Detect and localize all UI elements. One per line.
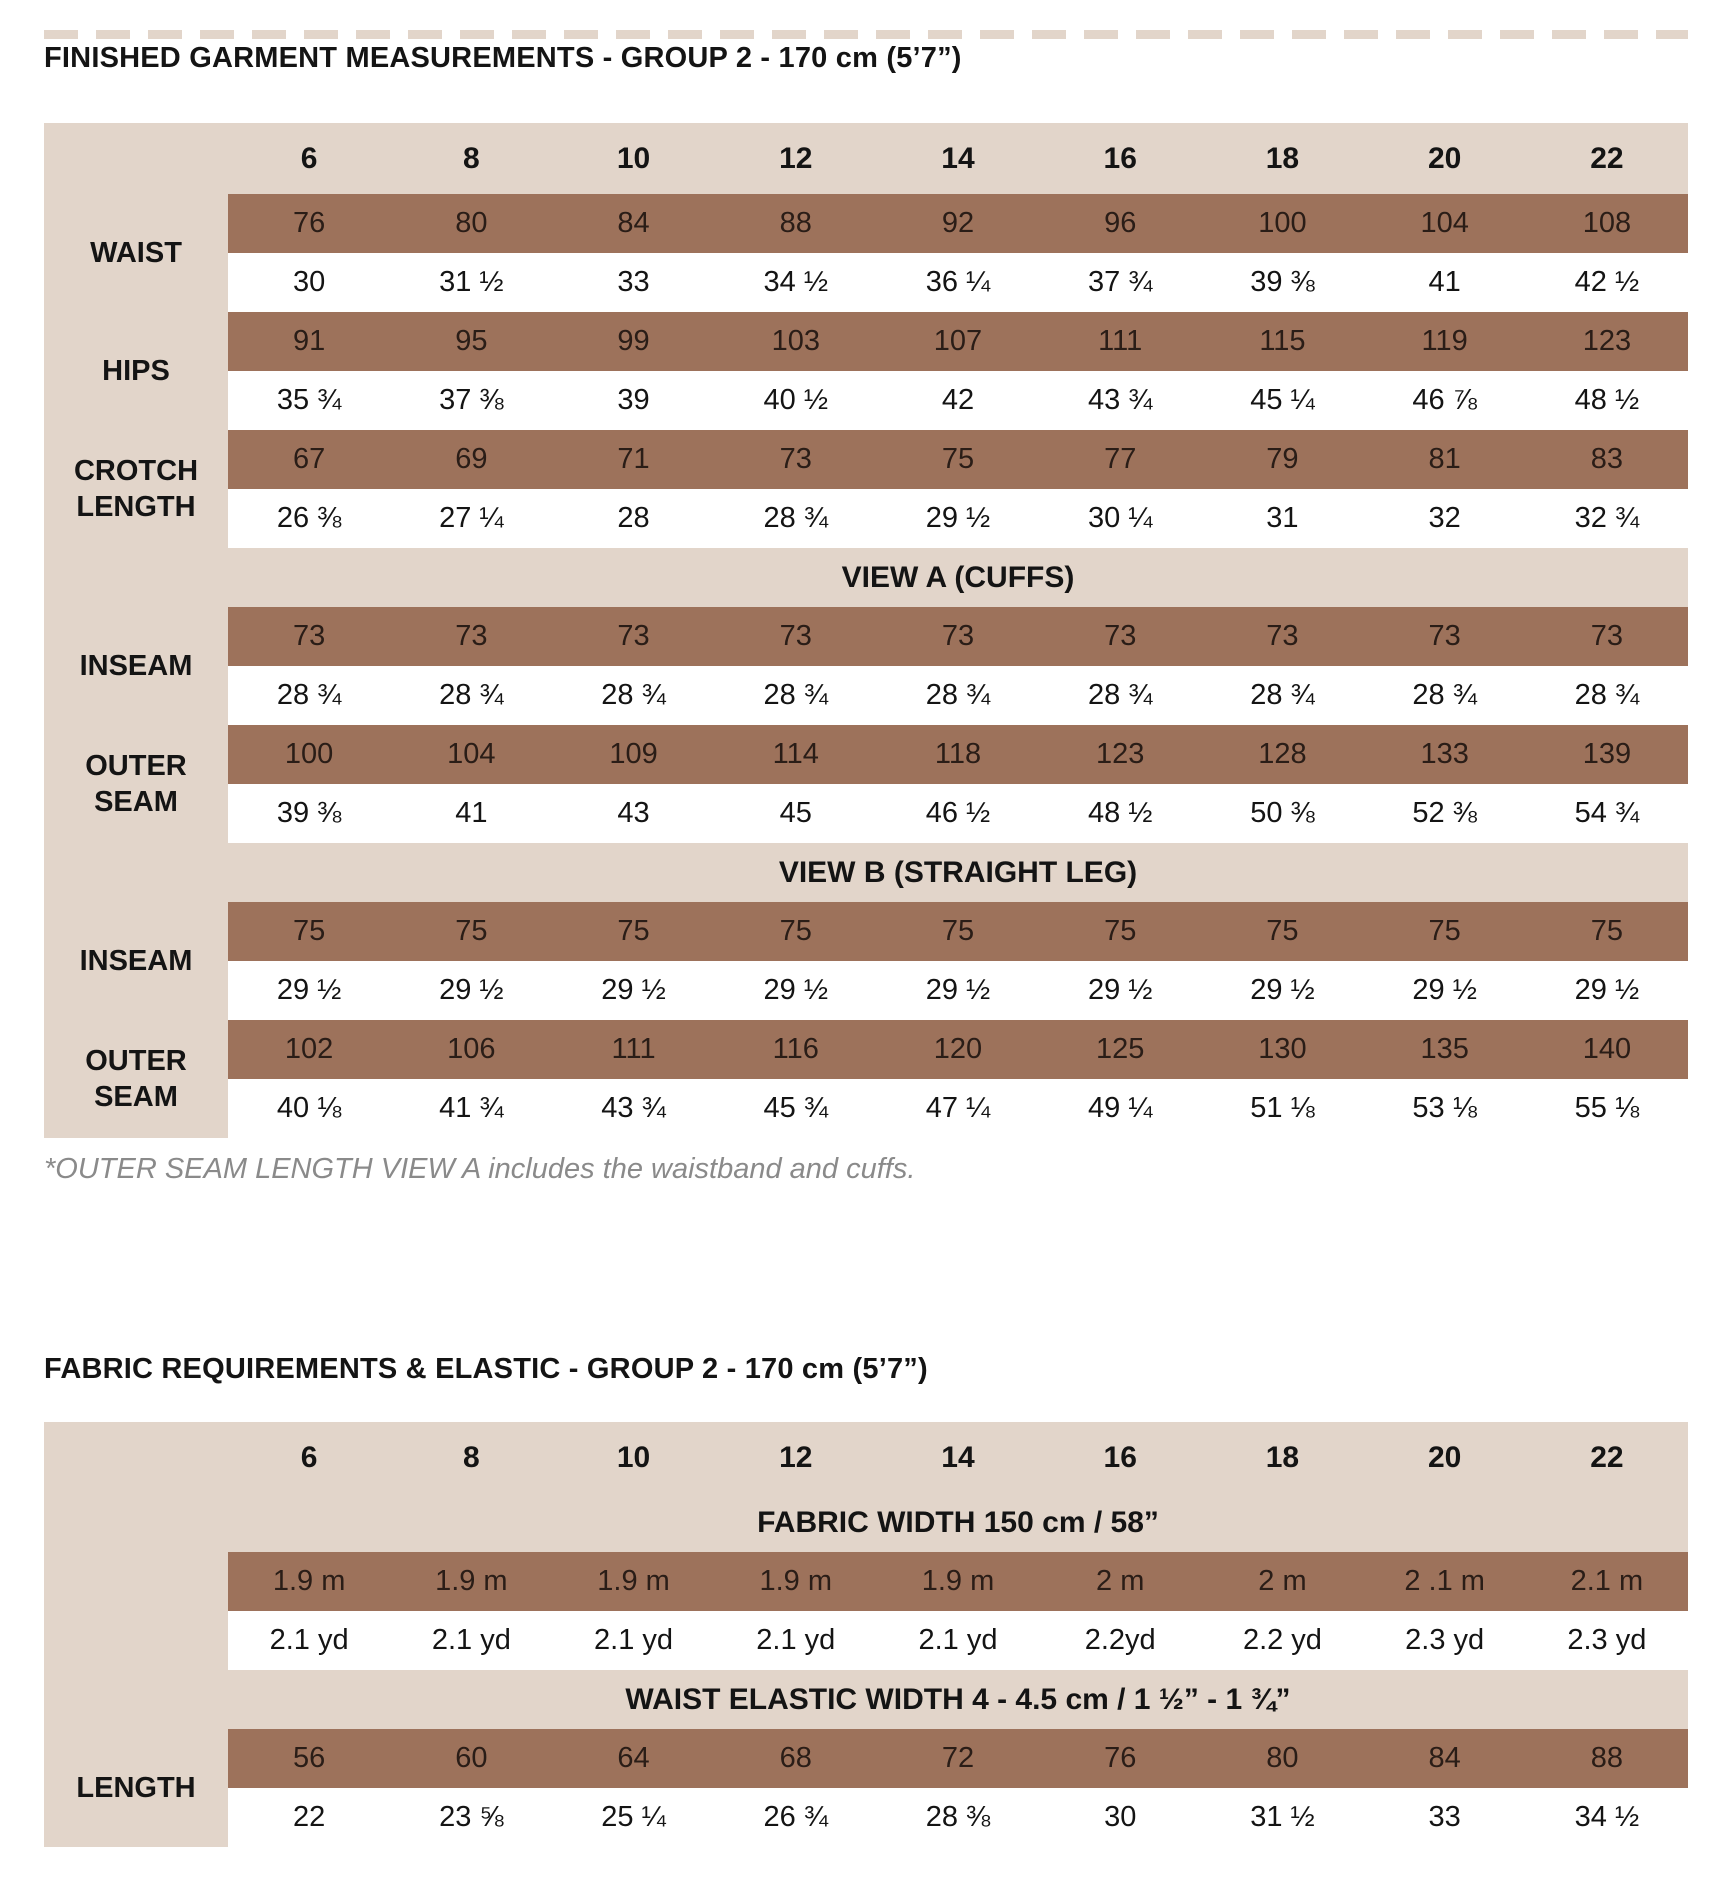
inch-value: 40 ½ [715, 371, 877, 430]
fabric-title: FABRIC REQUIREMENTS & ELASTIC - GROUP 2 - 170 cm (5’7”) [44, 1353, 928, 1385]
cm-value: 125 [1039, 1020, 1201, 1079]
row-label: CROTCH LENGTH [44, 430, 228, 548]
cm-value: 119 [1364, 312, 1526, 371]
cm-value: 84 [552, 194, 714, 253]
elastic-inches: 25 ¼ [552, 1788, 714, 1847]
cm-value: 116 [715, 1020, 877, 1079]
inch-value: 32 ¾ [1526, 489, 1688, 548]
fabric-width-heading: FABRIC WIDTH 150 cm / 58” [228, 1493, 1688, 1552]
elastic-inches: 26 ¾ [715, 1788, 877, 1847]
dashed-divider [44, 30, 1688, 39]
cm-value: 111 [1039, 312, 1201, 371]
inch-value: 50 ⅜ [1201, 784, 1363, 843]
view-b-heading: VIEW B (STRAIGHT LEG) [228, 843, 1688, 902]
elastic-inches: 23 ⅝ [390, 1788, 552, 1847]
header-corner [44, 123, 228, 194]
inch-value: 39 ⅜ [228, 784, 390, 843]
cm-value: 81 [1364, 430, 1526, 489]
cm-value: 100 [228, 725, 390, 784]
elastic-cm: 56 [228, 1729, 390, 1788]
row-label: INSEAM [44, 607, 228, 725]
fabric-yards: 2.1 yd [228, 1611, 390, 1670]
inch-value: 35 ¾ [228, 371, 390, 430]
inch-value: 41 [1364, 253, 1526, 312]
cm-value: 73 [715, 430, 877, 489]
elastic-inches: 34 ½ [1526, 1788, 1688, 1847]
fabric-yards: 2.2 yd [1201, 1611, 1363, 1670]
inch-value: 37 ⅜ [390, 371, 552, 430]
inch-value: 43 [552, 784, 714, 843]
label-column-spacer [44, 843, 228, 902]
size-header: 10 [552, 1422, 714, 1493]
inch-value: 54 ¾ [1526, 784, 1688, 843]
cm-value: 109 [552, 725, 714, 784]
inch-value: 53 ⅛ [1364, 1079, 1526, 1138]
cm-value: 75 [552, 902, 714, 961]
inch-value: 28 ¾ [1364, 666, 1526, 725]
inch-value: 28 [552, 489, 714, 548]
elastic-inches: 33 [1364, 1788, 1526, 1847]
cm-value: 75 [390, 902, 552, 961]
inch-value: 28 ¾ [1201, 666, 1363, 725]
cm-value: 114 [715, 725, 877, 784]
inch-value: 45 [715, 784, 877, 843]
row-label: HIPS [44, 312, 228, 430]
fabric-meters: 2 m [1039, 1552, 1201, 1611]
cm-value: 75 [1364, 902, 1526, 961]
row-label: LENGTH [44, 1729, 228, 1847]
size-header: 6 [228, 1422, 390, 1493]
inch-value: 39 ⅜ [1201, 253, 1363, 312]
inch-value: 47 ¼ [877, 1079, 1039, 1138]
inch-value: 43 ¾ [1039, 371, 1201, 430]
size-header: 16 [1039, 1422, 1201, 1493]
cm-value: 73 [1201, 607, 1363, 666]
elastic-cm: 68 [715, 1729, 877, 1788]
cm-value: 102 [228, 1020, 390, 1079]
cm-value: 73 [715, 607, 877, 666]
fabric-meters: 2.1 m [1526, 1552, 1688, 1611]
fabric-table [44, 1422, 1688, 1847]
cm-value: 83 [1526, 430, 1688, 489]
inch-value: 29 ½ [1039, 961, 1201, 1020]
inch-value: 29 ½ [390, 961, 552, 1020]
inch-value: 28 ¾ [390, 666, 552, 725]
cm-value: 88 [715, 194, 877, 253]
cm-value: 75 [228, 902, 390, 961]
cm-value: 73 [228, 607, 390, 666]
size-header: 18 [1201, 123, 1363, 194]
cm-value: 104 [1364, 194, 1526, 253]
size-header: 22 [1526, 123, 1688, 194]
inch-value: 37 ¾ [1039, 253, 1201, 312]
fabric-yards: 2.1 yd [715, 1611, 877, 1670]
cm-value: 75 [1201, 902, 1363, 961]
inch-value: 36 ¼ [877, 253, 1039, 312]
label-column-spacer [44, 1493, 228, 1729]
inch-value: 48 ½ [1526, 371, 1688, 430]
cm-value: 79 [1201, 430, 1363, 489]
inch-value: 51 ⅛ [1201, 1079, 1363, 1138]
inch-value: 30 ¼ [1039, 489, 1201, 548]
inch-value: 28 ¾ [1526, 666, 1688, 725]
cm-value: 135 [1364, 1020, 1526, 1079]
size-header: 20 [1364, 1422, 1526, 1493]
row-label: INSEAM [44, 902, 228, 1020]
measurements-table [44, 123, 1688, 1138]
cm-value: 140 [1526, 1020, 1688, 1079]
inch-value: 26 ⅜ [228, 489, 390, 548]
cm-value: 108 [1526, 194, 1688, 253]
cm-value: 71 [552, 430, 714, 489]
inch-value: 28 ¾ [877, 666, 1039, 725]
cm-value: 75 [877, 430, 1039, 489]
inch-value: 34 ½ [715, 253, 877, 312]
inch-value: 28 ¾ [1039, 666, 1201, 725]
inch-value: 42 ½ [1526, 253, 1688, 312]
cm-value: 80 [390, 194, 552, 253]
inch-value: 29 ½ [877, 489, 1039, 548]
cm-value: 106 [390, 1020, 552, 1079]
cm-value: 75 [877, 902, 1039, 961]
cm-value: 95 [390, 312, 552, 371]
inch-value: 28 ¾ [228, 666, 390, 725]
inch-value: 29 ½ [877, 961, 1039, 1020]
elastic-heading: WAIST ELASTIC WIDTH 4 - 4.5 cm / 1 ½” - 1 ¾” [228, 1670, 1688, 1729]
cm-value: 75 [1526, 902, 1688, 961]
size-header: 14 [877, 123, 1039, 194]
cm-value: 130 [1201, 1020, 1363, 1079]
fabric-yards: 2.3 yd [1364, 1611, 1526, 1670]
cm-value: 139 [1526, 725, 1688, 784]
elastic-cm: 72 [877, 1729, 1039, 1788]
cm-value: 103 [715, 312, 877, 371]
cm-value: 128 [1201, 725, 1363, 784]
cm-value: 104 [390, 725, 552, 784]
fabric-meters: 1.9 m [715, 1552, 877, 1611]
footnote: *OUTER SEAM LENGTH VIEW A includes the waistband and cuffs. [44, 1153, 916, 1185]
elastic-cm: 76 [1039, 1729, 1201, 1788]
fabric-meters: 1.9 m [390, 1552, 552, 1611]
fabric-yards: 2.1 yd [552, 1611, 714, 1670]
cm-value: 73 [552, 607, 714, 666]
inch-value: 29 ½ [715, 961, 877, 1020]
fabric-meters: 1.9 m [877, 1552, 1039, 1611]
inch-value: 52 ⅜ [1364, 784, 1526, 843]
cm-value: 73 [390, 607, 552, 666]
cm-value: 73 [1526, 607, 1688, 666]
cm-value: 77 [1039, 430, 1201, 489]
cm-value: 115 [1201, 312, 1363, 371]
cm-value: 73 [1039, 607, 1201, 666]
inch-value: 29 ½ [552, 961, 714, 1020]
cm-value: 96 [1039, 194, 1201, 253]
size-header: 20 [1364, 123, 1526, 194]
measurements-title: FINISHED GARMENT MEASUREMENTS - GROUP 2 - 170 cm (5’7”) [44, 42, 962, 74]
inch-value: 43 ¾ [552, 1079, 714, 1138]
size-header: 22 [1526, 1422, 1688, 1493]
label-column-spacer [44, 548, 228, 607]
cm-value: 107 [877, 312, 1039, 371]
row-label: OUTER SEAM [44, 725, 228, 843]
fabric-yards: 2.2yd [1039, 1611, 1201, 1670]
cm-value: 120 [877, 1020, 1039, 1079]
inch-value: 48 ½ [1039, 784, 1201, 843]
cm-value: 75 [715, 902, 877, 961]
inch-value: 45 ¾ [715, 1079, 877, 1138]
cm-value: 75 [1039, 902, 1201, 961]
inch-value: 33 [552, 253, 714, 312]
inch-value: 46 ⅞ [1364, 371, 1526, 430]
elastic-cm: 80 [1201, 1729, 1363, 1788]
inch-value: 28 ¾ [715, 666, 877, 725]
cm-value: 73 [1364, 607, 1526, 666]
cm-value: 133 [1364, 725, 1526, 784]
inch-value: 39 [552, 371, 714, 430]
fabric-meters: 2 .1 m [1364, 1552, 1526, 1611]
fabric-meters: 2 m [1201, 1552, 1363, 1611]
cm-value: 76 [228, 194, 390, 253]
fabric-meters: 1.9 m [228, 1552, 390, 1611]
inch-value: 32 [1364, 489, 1526, 548]
cm-value: 92 [877, 194, 1039, 253]
inch-value: 29 ½ [1364, 961, 1526, 1020]
cm-value: 123 [1039, 725, 1201, 784]
inch-value: 41 ¾ [390, 1079, 552, 1138]
elastic-inches: 31 ½ [1201, 1788, 1363, 1847]
inch-value: 31 [1201, 489, 1363, 548]
size-header: 6 [228, 123, 390, 194]
inch-value: 29 ½ [1201, 961, 1363, 1020]
elastic-inches: 28 ⅜ [877, 1788, 1039, 1847]
header-corner [44, 1422, 228, 1493]
fabric-yards: 2.1 yd [877, 1611, 1039, 1670]
size-header: 12 [715, 123, 877, 194]
fabric-yards: 2.1 yd [390, 1611, 552, 1670]
size-header: 8 [390, 123, 552, 194]
inch-value: 46 ½ [877, 784, 1039, 843]
cm-value: 111 [552, 1020, 714, 1079]
cm-value: 67 [228, 430, 390, 489]
inch-value: 28 ¾ [715, 489, 877, 548]
size-header: 8 [390, 1422, 552, 1493]
fabric-yards: 2.3 yd [1526, 1611, 1688, 1670]
size-header: 10 [552, 123, 714, 194]
elastic-cm: 64 [552, 1729, 714, 1788]
size-header: 18 [1201, 1422, 1363, 1493]
cm-value: 73 [877, 607, 1039, 666]
view-a-heading: VIEW A (CUFFS) [228, 548, 1688, 607]
inch-value: 31 ½ [390, 253, 552, 312]
elastic-inches: 22 [228, 1788, 390, 1847]
inch-value: 45 ¼ [1201, 371, 1363, 430]
inch-value: 42 [877, 371, 1039, 430]
inch-value: 29 ½ [228, 961, 390, 1020]
fabric-meters: 1.9 m [552, 1552, 714, 1611]
cm-value: 100 [1201, 194, 1363, 253]
cm-value: 118 [877, 725, 1039, 784]
cm-value: 69 [390, 430, 552, 489]
inch-value: 49 ¼ [1039, 1079, 1201, 1138]
cm-value: 99 [552, 312, 714, 371]
size-header: 12 [715, 1422, 877, 1493]
inch-value: 27 ¼ [390, 489, 552, 548]
elastic-cm: 88 [1526, 1729, 1688, 1788]
size-header: 14 [877, 1422, 1039, 1493]
row-label: OUTER SEAM [44, 1020, 228, 1138]
row-label: WAIST [44, 194, 228, 312]
cm-value: 123 [1526, 312, 1688, 371]
inch-value: 28 ¾ [552, 666, 714, 725]
inch-value: 55 ⅛ [1526, 1079, 1688, 1138]
inch-value: 41 [390, 784, 552, 843]
cm-value: 91 [228, 312, 390, 371]
inch-value: 30 [228, 253, 390, 312]
elastic-inches: 30 [1039, 1788, 1201, 1847]
inch-value: 29 ½ [1526, 961, 1688, 1020]
inch-value: 40 ⅛ [228, 1079, 390, 1138]
elastic-cm: 60 [390, 1729, 552, 1788]
elastic-cm: 84 [1364, 1729, 1526, 1788]
size-header: 16 [1039, 123, 1201, 194]
